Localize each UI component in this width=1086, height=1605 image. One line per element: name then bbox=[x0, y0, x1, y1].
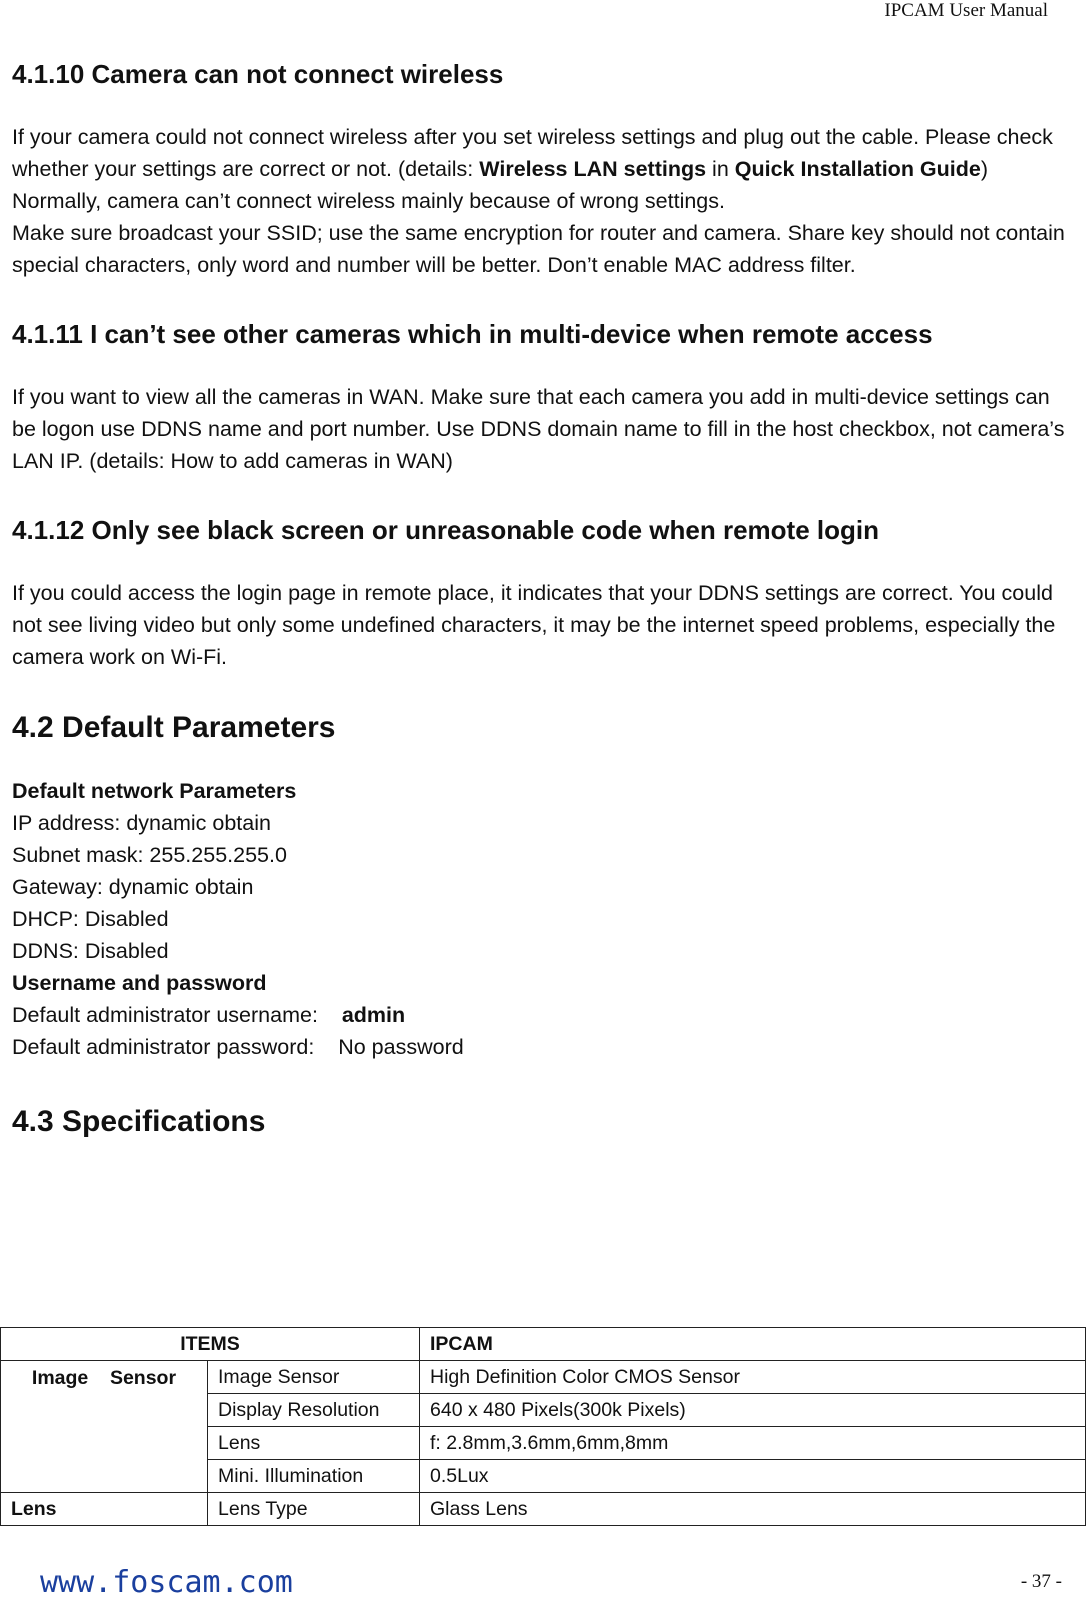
row-value: Glass Lens bbox=[420, 1493, 1086, 1526]
param-ip: IP address: dynamic obtain bbox=[12, 811, 271, 835]
section-heading-4-1-10: 4.1.10 Camera can not connect wireless bbox=[12, 59, 504, 89]
value: admin bbox=[341, 1003, 406, 1027]
row-item: Mini. Illumination bbox=[208, 1460, 420, 1493]
row-item: Display Resolution bbox=[208, 1394, 420, 1427]
bold-ref-quick-guide: Quick Installation Guide bbox=[734, 157, 981, 181]
param-mask: Subnet mask: 255.255.255.0 bbox=[12, 843, 287, 867]
row-item: Image Sensor bbox=[208, 1361, 420, 1394]
row-value: 640 x 480 Pixels(300k Pixels) bbox=[420, 1394, 1086, 1427]
text-run: ) bbox=[980, 157, 989, 181]
text-run: in bbox=[706, 157, 735, 181]
row-item: Lens bbox=[208, 1427, 420, 1460]
label: Default administrator password: bbox=[12, 1035, 339, 1059]
table-row bbox=[1, 1361, 1086, 1394]
section-heading-4-2: 4.2 Default Parameters bbox=[12, 711, 336, 744]
param-dhcp: DHCP: Disabled bbox=[12, 907, 169, 931]
paragraph-ssid-advice: Make sure broadcast your SSID; use the same encryption for router and camera. Share key should not contain special characters, only word and number will be better. Don’t enable MAC address filter. bbox=[12, 221, 1065, 277]
section-heading-4-3: 4.3 Specifications bbox=[12, 1105, 266, 1138]
value: No password bbox=[338, 1035, 464, 1059]
paragraph-wireless-check bbox=[12, 121, 1078, 185]
subheading-credentials: Username and password bbox=[12, 971, 267, 995]
param-gateway: Gateway: dynamic obtain bbox=[12, 875, 254, 899]
paragraph-multi-device: If you want to view all the cameras in WAN. Make sure that each camera you add in multi-device settings can be logon use DDNS name and port number. Use DDNS domain name to fill in the host checkbox, not camera’s LAN IP. (details: How to add cameras in WAN) bbox=[12, 385, 1065, 473]
row-item: Lens Type bbox=[208, 1493, 420, 1526]
row-value: f: 2.8mm,3.6mm,6mm,8mm bbox=[420, 1427, 1086, 1460]
page-content bbox=[12, 57, 1078, 1141]
running-header: IPCAM User Manual bbox=[884, 0, 1048, 21]
row-value: High Definition Color CMOS Sensor bbox=[420, 1361, 1086, 1394]
group-image-sensor: Image Sensor bbox=[1, 1361, 208, 1493]
header-ipcam: IPCAM bbox=[420, 1328, 1086, 1361]
section-heading-4-1-12: 4.1.12 Only see black screen or unreasonable code when remote login bbox=[12, 515, 879, 545]
text-run: If your camera could not connect wireless after you set wireless settings and plug out the cable. Please check whether your settings are correct or not. (details: bbox=[12, 125, 1053, 181]
row-value: 0.5Lux bbox=[420, 1460, 1086, 1493]
section-heading-4-1-11: 4.1.11 I can’t see other cameras which in multi-device when remote access bbox=[12, 319, 933, 349]
bold-ref-wireless-lan: Wireless LAN settings bbox=[479, 157, 707, 181]
paragraph-black-screen: If you could access the login page in remote place, it indicates that your DDNS settings are correct. You could not see living video but only some undefined characters, it may be the internet speed problems, especially the camera work on Wi-Fi. bbox=[12, 581, 1056, 669]
param-admin-username bbox=[12, 999, 1078, 1031]
group-lens: Lens bbox=[1, 1493, 208, 1526]
subheading-network: Default network Parameters bbox=[12, 779, 297, 803]
footer-website-link[interactable]: www.foscam.com bbox=[40, 1565, 293, 1600]
paragraph-wrong-settings: Normally, camera can’t connect wireless mainly because of wrong settings. bbox=[12, 189, 725, 213]
header-items: ITEMS bbox=[1, 1328, 420, 1361]
param-admin-password bbox=[12, 1031, 1078, 1063]
label: Default administrator username: bbox=[12, 1003, 342, 1027]
param-ddns: DDNS: Disabled bbox=[12, 939, 169, 963]
table-header-row bbox=[1, 1328, 1086, 1361]
table-row bbox=[1, 1493, 1086, 1526]
specifications-table bbox=[0, 1327, 1086, 1526]
page-number: - 37 - bbox=[1020, 1571, 1062, 1592]
